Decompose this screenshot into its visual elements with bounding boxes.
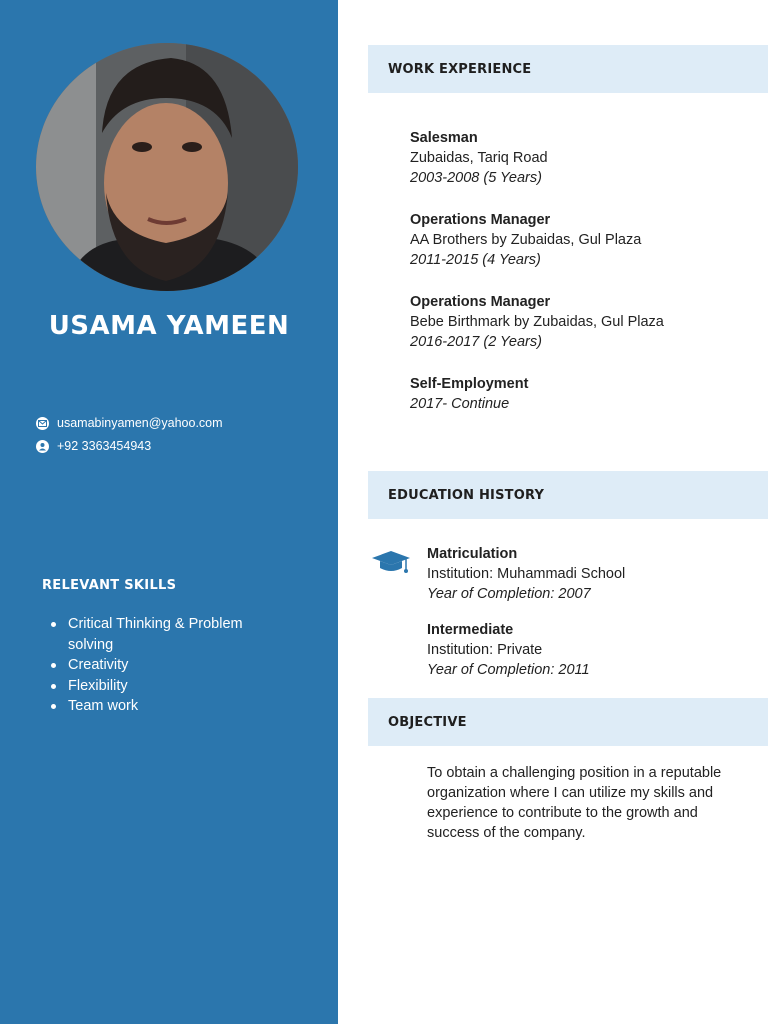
profile-photo (36, 43, 298, 291)
completion-year: Year of Completion: 2011 (427, 662, 590, 678)
job-role: Salesman (410, 130, 478, 146)
work-experience-header (368, 45, 768, 93)
section-title: WORK EXPERIENCE (388, 61, 532, 77)
phone-text: +92 3363454943 (57, 439, 152, 453)
degree-name: Matriculation (427, 546, 518, 562)
job-role: Self-Employment (410, 376, 529, 392)
work-entry (410, 292, 664, 352)
skill-item: Creativity (42, 655, 282, 676)
job-period: 2016-2017 (2 Years) (410, 334, 542, 350)
job-period: 2003-2008 (5 Years) (410, 170, 542, 186)
person-name: USAMA YAMEEN (48, 311, 290, 341)
job-period: 2017- Continue (410, 396, 510, 412)
institution: Institution: Private (427, 642, 543, 658)
work-entry (410, 210, 641, 270)
contact-phone[interactable] (36, 439, 151, 453)
job-company: AA Brothers by Zubaidas, Gul Plaza (410, 232, 642, 248)
work-entry (410, 128, 548, 188)
institution: Institution: Muhammadi School (427, 566, 626, 582)
email-text: usamabinyamen@yahoo.com (57, 416, 223, 430)
job-company: Zubaidas, Tariq Road (410, 150, 548, 166)
job-company: Bebe Birthmark by Zubaidas, Gul Plaza (410, 314, 664, 330)
section-title: OBJECTIVE (388, 714, 467, 730)
contact-email[interactable] (36, 416, 223, 430)
education-entry (427, 544, 625, 604)
skill-item: Critical Thinking & Problem solving (42, 614, 282, 655)
section-title: EDUCATION HISTORY (388, 487, 545, 503)
skills-list (42, 614, 282, 717)
user-circle-icon (36, 440, 49, 453)
job-role: Operations Manager (410, 212, 551, 228)
education-entry (427, 620, 590, 680)
skills-heading: RELEVANT SKILLS (42, 578, 177, 593)
degree-name: Intermediate (427, 622, 514, 638)
skill-item: Flexibility (42, 676, 282, 697)
objective-header (368, 698, 768, 746)
email-icon (36, 417, 49, 430)
job-role: Operations Manager (410, 294, 551, 310)
completion-year: Year of Completion: 2007 (427, 586, 591, 602)
work-entry (410, 374, 528, 414)
objective-text: To obtain a challenging position in a reputable organization where I can utilize my skills and experience to contribute to the growth and success of the company. (427, 765, 722, 841)
education-history-header (368, 471, 768, 519)
sidebar (0, 0, 338, 1024)
skill-item: Team work (42, 696, 282, 717)
graduation-cap-icon (371, 548, 411, 580)
job-period: 2011-2015 (4 Years) (410, 252, 541, 268)
